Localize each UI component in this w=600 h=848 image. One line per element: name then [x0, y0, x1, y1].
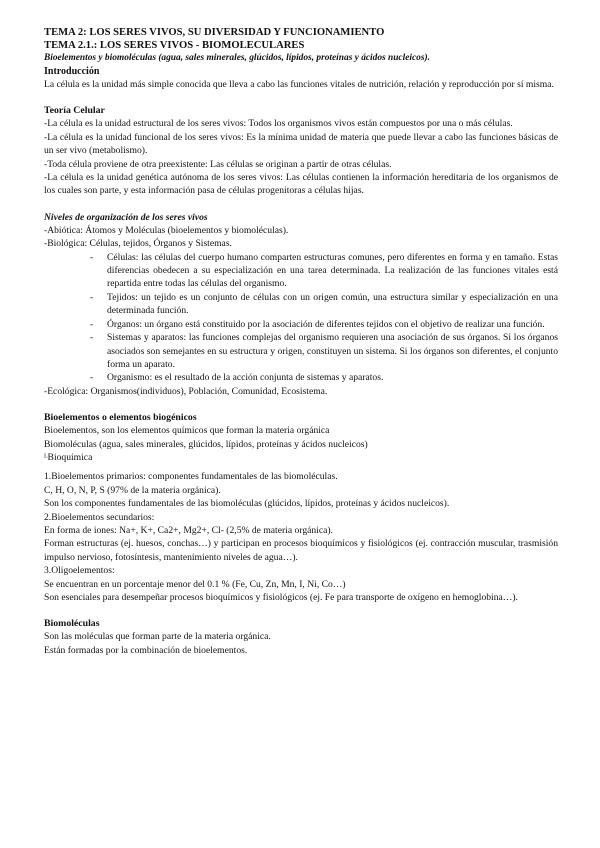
teoria-item: -La célula es la unidad funcional de los seres vivos: Es la mínima unidad de materia que puede llevar a cabo las funciones básicas de un ser vivo (metabolismo).: [44, 131, 558, 157]
primarios-list: C, H, O, N, P, S (97% de la materia orgánica).: [44, 484, 221, 496]
primarios-desc: Son los componentes fundamentales de las biomoléculas (glúcidos, lípidos, proteínas y ácidos nucleicos).: [44, 498, 450, 510]
teoria-item: -La célula es la unidad estructural de los seres vivos: Todos los organismos vivos están compuestos por una o más células.: [44, 118, 513, 130]
niveles-heading: Niveles de organización de los seres vivos: [44, 211, 208, 223]
secundarios-list: En forma de iones: Na+, K+, Ca2+, Mg2+, Cl- (2,5% de materia orgánica).: [44, 524, 333, 536]
list-item: - Organismo: es el resultado de la acción conjunta de sistemas y aparatos.: [90, 371, 558, 384]
subtema-title: TEMA 2.1.: LOS SERES VIVOS - BIOMOLECULARES: [44, 40, 305, 51]
teoria-item: -Toda célula proviene de otra preexistente: Las células se originan a partir de otras células.: [44, 158, 392, 170]
teoria-heading: Teoría Celular: [44, 105, 105, 117]
list-item: - Sistemas y aparatos: las funciones complejas del organismo requieren una asociación de sus órganos. Si los órganos asociados son semejantes en su estructura y origen, constituyen un sistema. Si los órganos son diferentes, el conjunto forma un aparato.: [90, 331, 558, 371]
tema-title: TEMA 2: LOS SERES VIVOS, SU DIVERSIDAD Y FUNCIONAMIENTO: [44, 27, 385, 38]
secundarios-title: 2.Bioelementos secundarios:: [44, 511, 155, 523]
bioelementos-line: Bioelementos, son los elementos químicos que forman la materia orgánica: [44, 425, 330, 437]
intro-heading: Introducción: [44, 66, 100, 77]
biomoleculas-heading: Biomoléculas: [44, 618, 100, 630]
bioelementos-heading: Bioelementos o elementos biogénicos: [44, 412, 197, 424]
bioelementos-line: ᴸBioquímica: [44, 451, 93, 463]
document-page: [44, 26, 558, 657]
oligo-list: Se encuentran en un porcentaje menor del 0.1 % (Fe, Cu, Zn, Mn, I, Ni, Co…): [44, 578, 346, 590]
niveles-abiotica: -Abiótica: Átomos y Moléculas (bioelementos y biomoléculas).: [44, 224, 289, 236]
niveles-biologica: -Biológica: Células, tejidos, Órganos y Sistemas.: [44, 238, 232, 250]
oligo-title: 3.Oligoelementos:: [44, 565, 115, 577]
intro-text: La célula es la unidad más simple conocida que lleva a cabo las funciones vitales de nutrición, relación y reproducción por sí misma.: [44, 79, 554, 90]
niveles-ecologica: -Ecológica: Organismos(individuos), Población, Comunidad, Ecosistema.: [44, 385, 328, 397]
list-item: - Células: las células del cuerpo humano comparten estructuras comunes, pero diferentes en forma y en tamaño. Estas diferencias obedecen a su especialización en una tarea determinada. La realización de las funciones vitales está repartida entre todas las células del organismo.: [90, 251, 558, 291]
oligo-desc: Son esenciales para desempeñar procesos bioquímicos y fisiológicos (ej. Fe para transporte de oxígeno en hemoglobina…).: [44, 592, 518, 603]
primarios-title: 1.Bioelementos primarios: componentes fundamentales de las biomoléculas.: [44, 471, 338, 483]
biomoleculas-line: Están formadas por la combinación de bioelementos.: [44, 644, 248, 656]
secundarios-desc: Forman estructuras (ej. huesos, conchas…) y participan en procesos bioquímicos y fisiológicos (ej. contracción muscular, trasmisión impulso nervioso, fotosíntesis, mantenimiento niveles de agua…).: [44, 538, 558, 563]
niveles-sublist: [44, 251, 558, 385]
subtitle: Bioelementos y biomoléculas (agua, sales minerales, glúcidos, lípidos, proteínas y ácidos nucleicos).: [44, 53, 430, 63]
list-item: - Tejidos: un tejido es un conjunto de células con un origen común, una estructura similar y especialización en una determinada función.: [90, 291, 558, 318]
biomoleculas-line: Son las moléculas que forman parte de la materia orgánica.: [44, 631, 271, 643]
teoria-item: -La célula es la unidad genética autónoma de los seres vivos: Las células contienen la información hereditaria de los organismos de los cuales son parte, y esta información pasa de células progenitoras a células hijas.: [44, 172, 558, 197]
list-item: - Órganos: un órgano está constituido por la asociación de diferentes tejidos con el objetivo de realizar una función.: [90, 318, 558, 331]
bioelementos-line: Biomoléculas (agua, sales minerales, glúcidos, lípidos, proteínas y ácidos nucleicos): [44, 438, 368, 450]
